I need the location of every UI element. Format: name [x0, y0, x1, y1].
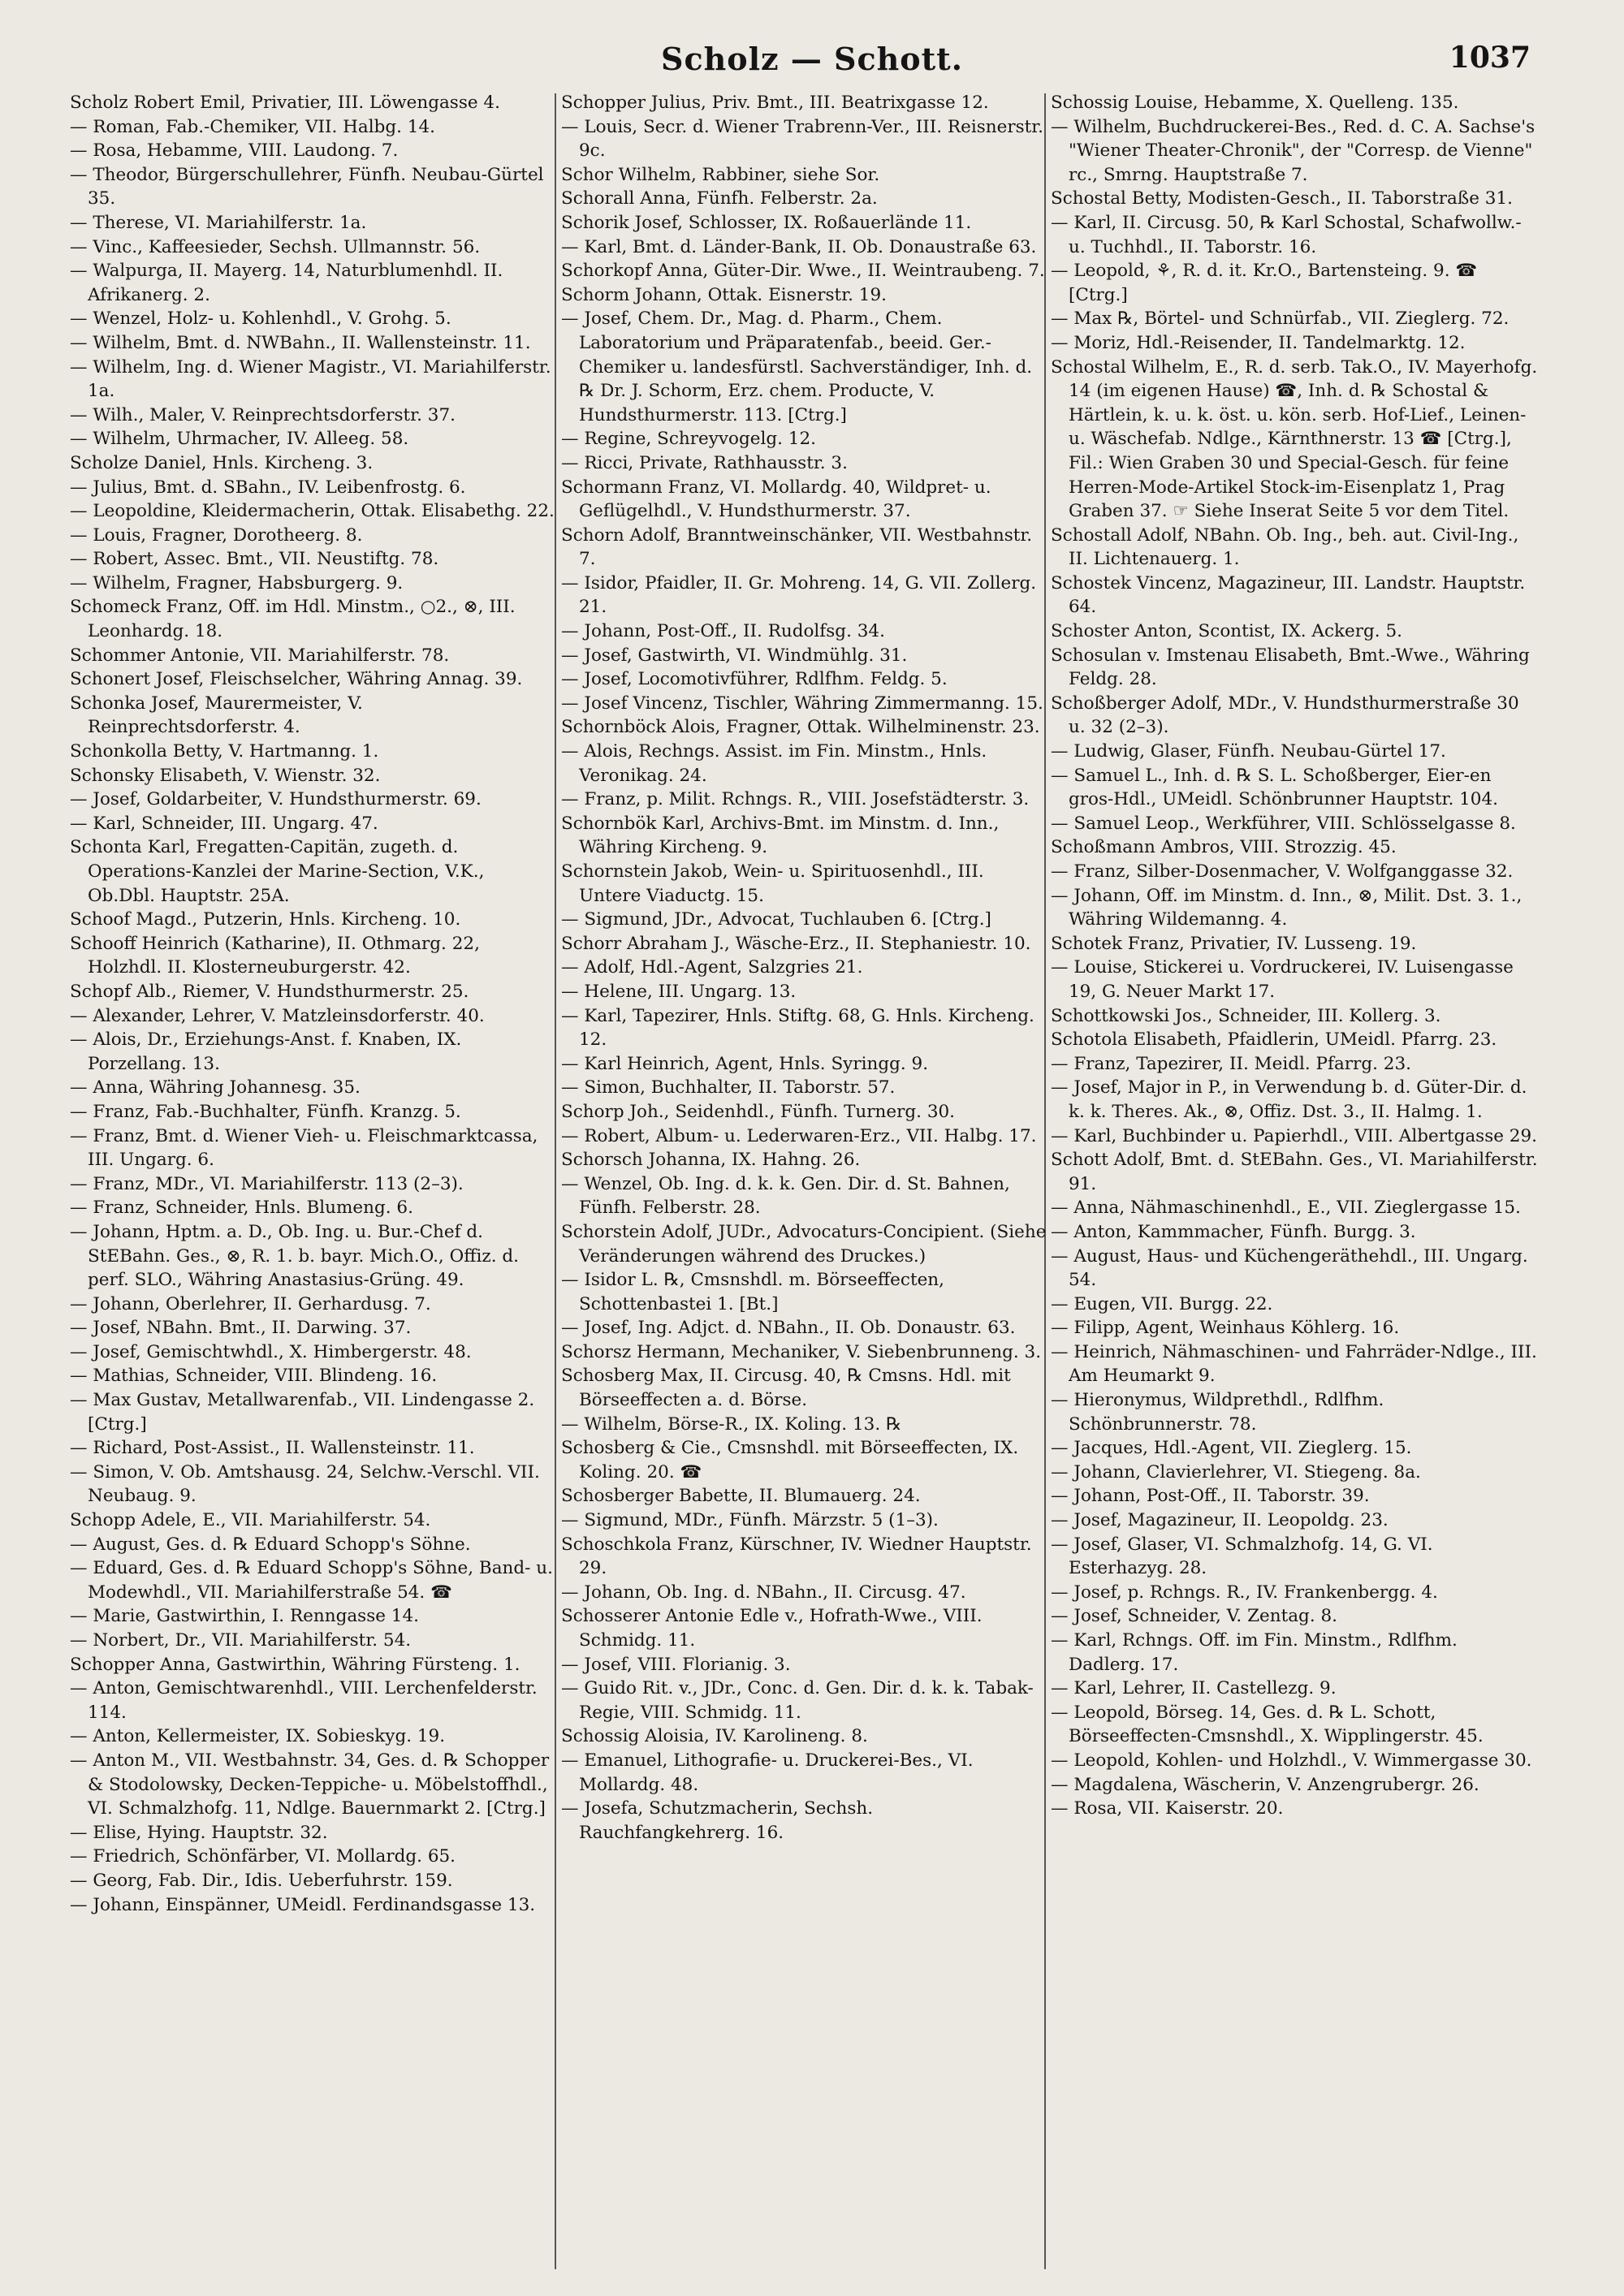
directory-entry: Schooff Heinrich (Katharine), II. Othmarg. 22, Holzhdl. II. Klosterneuburgerstr. 42.	[70, 933, 480, 978]
directory-entry: Schossig Louise, Hebamme, X. Quelleng. 135.	[1051, 93, 1459, 113]
directory-entry: — Therese, VI. Mariahilferstr. 1a.	[70, 212, 367, 233]
directory-entry: — Guido Rit. v., JDr., Conc. d. Gen. Dir. d. k. k. Tabak-Regie, VIII. Schmidg. 11.	[561, 1678, 1034, 1723]
directory-entry: — Walpurga, II. Mayerg. 14, Naturblumenhdl. II. Afrikanerg. 2.	[70, 261, 503, 305]
directory-entry: Schorstein Adolf, JUDr., Advocaturs-Concipient. (Siehe Veränderungen während des Druckes.)	[561, 1221, 1047, 1267]
directory-entry: — Adolf, Hdl.-Agent, Salzgries 21.	[561, 957, 863, 978]
directory-entry: — Josef, Chem. Dr., Mag. d. Pharm., Chem. Laboratorium und Präparatenfab., beeid. Ger.-Chemiker u. landesfürstl. Sachverständiger, Inh. d. ℞ Dr. J. Schorm, Erz. chem. Producte, V. Hundsthurmerstr. 113. [Ctrg.]	[561, 309, 1033, 425]
directory-entry: — Johann, Post-Off., II. Taborstr. 39.	[1051, 1486, 1370, 1507]
directory-entry: — Josef, Gastwirth, VI. Windmühlg. 31.	[561, 645, 908, 666]
directory-entry: — Wilh., Maler, V. Reinprechtsdorferstr. 37.	[70, 404, 456, 425]
directory-entry: — Wilhelm, Uhrmacher, IV. Alleeg. 58.	[70, 429, 409, 450]
directory-entry: — Simon, V. Ob. Amtshausg. 24, Selchw.-Verschl. VII. Neubaug. 9.	[70, 1461, 540, 1507]
directory-entry: Schotek Franz, Privatier, IV. Lusseng. 19.	[1051, 933, 1417, 954]
directory-entry: Schoof Magd., Putzerin, Hnls. Kircheng. 10.	[70, 909, 461, 930]
directory-entry: — Filipp, Agent, Weinhaus Köhlerg. 16.	[1051, 1318, 1400, 1339]
directory-entry: — Julius, Bmt. d. SBahn., IV. Leibenfrostg. 6.	[70, 477, 466, 498]
directory-entry: — Josef, Glaser, VI. Schmalzhofg. 14, G. VI. Esterhazyg. 28.	[1051, 1534, 1433, 1579]
directory-entry: Schostek Vincenz, Magazineur, III. Landstr. Hauptstr. 64.	[1051, 572, 1526, 618]
directory-entry: — Wilhelm, Buchdruckerei-Bes., Red. d. C. A. Sachse's "Wiener Theater-Chronik", der "Corresp. de Vienne" rc., Smrng. Hauptstraße 7.	[1051, 116, 1535, 185]
directory-entry: — Franz, MDr., VI. Mariahilferstr. 113 (2–3).	[70, 1173, 464, 1194]
directory-entry: — Sigmund, JDr., Advocat, Tuchlauben 6. [Ctrg.]	[561, 909, 991, 930]
directory-entry: — Richard, Post-Assist., II. Wallensteinstr. 11.	[70, 1438, 475, 1459]
directory-entry: Schommer Antonie, VII. Mariahilferstr. 78.	[70, 645, 450, 666]
directory-entry: — Josefa, Schutzmacherin, Sechsh. Rauchfangkehrerg. 16.	[561, 1798, 874, 1843]
directory-column-1	[70, 91, 557, 2283]
directory-entry: — Johann, Post-Off., II. Rudolfsg. 34.	[561, 621, 885, 642]
directory-entry: — Emanuel, Lithografie- u. Druckerei-Bes., VI. Mollardg. 48.	[561, 1750, 974, 1795]
directory-entry: — Georg, Fab. Dir., Idis. Ueberfuhrstr. 159.	[70, 1870, 453, 1891]
directory-entry: Schosulan v. Imstenau Elisabeth, Bmt.-Wwe., Währing Feldg. 28.	[1051, 645, 1530, 690]
directory-entry: Schosberger Babette, II. Blumauerg. 24.	[561, 1486, 921, 1507]
directory-entry: — Ludwig, Glaser, Fünfh. Neubau-Gürtel 17.	[1051, 741, 1446, 762]
directory-entry: — Simon, Buchhalter, II. Taborstr. 57.	[561, 1077, 896, 1098]
directory-entry: — Wilhelm, Fragner, Habsburgerg. 9.	[70, 572, 404, 593]
directory-entry: — Magdalena, Wäscherin, V. Anzengrubergr. 26.	[1051, 1774, 1479, 1795]
directory-entry: Schottkowski Jos., Schneider, III. Kollerg. 3.	[1051, 1005, 1441, 1026]
directory-entry: — Leopoldine, Kleidermacherin, Ottak. Elisabethg. 22.	[70, 501, 555, 522]
directory-entry: — Johann, Ob. Ing. d. NBahn., II. Circusg. 47.	[561, 1582, 966, 1603]
directory-entry: Scholze Daniel, Hnls. Kircheng. 3.	[70, 452, 374, 473]
directory-entry: Schor Wilhelm, Rabbiner, siehe Sor.	[561, 164, 880, 185]
directory-entry: Schopp Adele, E., VII. Mariahilferstr. 54.	[70, 1510, 431, 1531]
directory-entry: Schorr Abraham J., Wäsche-Erz., II. Stephaniestr. 10.	[561, 933, 1031, 954]
directory-entry: — Wilhelm, Ing. d. Wiener Magistr., VI. Mariahilferstr. 1a.	[70, 356, 551, 402]
directory-entry: Schonert Josef, Fleischselcher, Währing Annag. 39.	[70, 669, 523, 690]
directory-entry: Schorkopf Anna, Güter-Dir. Wwe., II. Weintraubeng. 7.	[561, 261, 1045, 282]
directory-entry: — Helene, III. Ungarg. 13.	[561, 981, 797, 1002]
directory-entry: Schosserer Antonie Edle v., Hofrath-Wwe., VIII. Schmidg. 11.	[561, 1606, 983, 1651]
directory-entry: — Hieronymus, Wildprethdl., Rdlfhm. Schönbrunnerstr. 78.	[1051, 1390, 1384, 1435]
directory-entry: — Leopold, ⚘, R. d. it. Kr.O., Bartensteing. 9. ☎ [Ctrg.]	[1051, 261, 1478, 305]
directory-entry: Schonsky Elisabeth, V. Wienstr. 32.	[70, 765, 381, 786]
directory-entry: Schoßberger Adolf, MDr., V. Hundsthurmerstraße 30 u. 32 (2–3).	[1051, 693, 1519, 738]
directory-entry: — Wenzel, Ob. Ing. d. k. k. Gen. Dir. d. St. Bahnen, Fünfh. Felberstr. 28.	[561, 1173, 1010, 1219]
directory-entry: Schostal Wilhelm, E., R. d. serb. Tak.O., IV. Mayerhofg. 14 (im eigenen Hause) ☎, Inh. d. ℞ Schostal & Härtlein, k. u. k. öst. u. kön. serb. Hof-Lief., Leinen- u. Wäschefab. Ndlge., Kärnthnerstr. 13 ☎ [Ctrg.], Fil.: Wien Graben 30 und Special-Gesch. für feine Herren-Mode-Artikel Stock-im-Eisenplatz 1, Prag Graben 37. ☞ Siehe Inserat Seite 5 vor dem Titel.	[1051, 356, 1538, 522]
directory-entry: — Isidor, Pfaidler, II. Gr. Mohreng. 14, G. VII. Zollerg. 21.	[561, 572, 1037, 618]
directory-entry: Schostall Adolf, NBahn. Ob. Ing., beh. aut. Civil-Ing., II. Lichtenauerg. 1.	[1051, 524, 1519, 570]
directory-entry: — Isidor L. ℞, Cmsnshdl. m. Börseeffecten, Schottenbastei 1. [Bt.]	[561, 1270, 944, 1314]
directory-entry: — Marie, Gastwirthin, I. Renngasse 14.	[70, 1606, 419, 1627]
directory-entry: — Max Gustav, Metallwarenfab., VII. Lindengasse 2. [Ctrg.]	[70, 1390, 535, 1435]
directory-entry: Schostal Betty, Modisten-Gesch., II. Taborstraße 31.	[1051, 188, 1513, 209]
directory-entry: — Leopold, Börseg. 14, Ges. d. ℞ L. Schott, Börseeffecten-Cmsnshdl., X. Wipplingerstr. 45.	[1051, 1702, 1484, 1747]
directory-entry: — Heinrich, Nähmaschinen- und Fahrräder-Ndlge., III. Am Heumarkt 9.	[1051, 1341, 1537, 1387]
directory-entry: — Josef, Magazineur, II. Leopoldg. 23.	[1051, 1510, 1389, 1531]
directory-entry: — Karl, Buchbinder u. Papierhdl., VIII. Albertgasse 29.	[1051, 1125, 1537, 1146]
directory-entry: Schornstein Jakob, Wein- u. Spirituosenhdl., III. Untere Viaductg. 15.	[561, 861, 984, 906]
directory-entry: — Franz, p. Milit. Rchngs. R., VIII. Josefstädterstr. 3.	[561, 789, 1030, 810]
directory-entry: — Josef, Schneider, V. Zentag. 8.	[1051, 1606, 1337, 1627]
directory-entry: — Johann, Clavierlehrer, VI. Stiegeng. 8a.	[1051, 1461, 1421, 1482]
directory-column-2	[561, 91, 1048, 2283]
directory-entry: Schorsch Johanna, IX. Hahng. 26.	[561, 1150, 861, 1171]
directory-entry: — Karl Heinrich, Agent, Hnls. Syringg. 9.	[561, 1053, 929, 1074]
directory-entry: — Karl, II. Circusg. 50, ℞ Karl Schostal, Schafwollw.- u. Tuchhdl., II. Taborstr. 16.	[1051, 212, 1522, 257]
directory-entry: — Josef, Ing. Adjct. d. NBahn., II. Ob. Donaustr. 63.	[561, 1318, 1016, 1339]
directory-entry: — Josef, Major in P., in Verwendung b. d. Güter-Dir. d. k. k. Theres. Ak., ⊗, Offiz. Dst. 3., II. Halmg. 1.	[1051, 1077, 1527, 1122]
directory-entry: — Johann, Hptm. a. D., Ob. Ing. u. Bur.-Chef d. StEBahn. Ges., ⊗, R. 1. b. bayr. Mich.O., Offiz. d. perf. SLO., Währing Anastasius-Grüng. 49.	[70, 1221, 519, 1291]
directory-entry: — Karl, Rchngs. Off. im Fin. Minstm., Rdlfhm. Dadlerg. 17.	[1051, 1630, 1458, 1675]
page-header	[0, 41, 1624, 89]
directory-entry: — Max ℞, Börtel- und Schnürfab., VII. Zieglerg. 72.	[1051, 309, 1510, 330]
directory-entry: — Anton M., VII. Westbahnstr. 34, Ges. d. ℞ Schopper & Stodolowsky, Decken-Teppiche- u. Möbelstoffhdl., VI. Schmalzhofg. 11, Ndlge. Bauernmarkt 2. [Ctrg.]	[70, 1750, 550, 1819]
directory-entry: — Anna, Währing Johannesg. 35.	[70, 1077, 361, 1098]
directory-entry: — Josef Vincenz, Tischler, Währing Zimmermanng. 15.	[561, 693, 1043, 714]
directory-entry: — Moriz, Hdl.-Reisender, II. Tandelmarktg. 12.	[1051, 332, 1466, 353]
directory-entry: Schott Adolf, Bmt. d. StEBahn. Ges., VI. Mariahilferstr. 91.	[1051, 1150, 1538, 1194]
directory-entry: Schosberg & Cie., Cmsnshdl. mit Börseeffecten, IX. Koling. 20. ☎	[561, 1438, 1019, 1482]
page-number: 1037	[1449, 41, 1531, 75]
directory-entry: — August, Haus- und Küchengeräthehdl., III. Ungarg. 54.	[1051, 1245, 1528, 1291]
directory-entry: — Leopold, Kohlen- und Holzhdl., V. Wimmergasse 30.	[1051, 1750, 1532, 1771]
directory-entry: Schosberg Max, II. Circusg. 40, ℞ Cmsns. Hdl. mit Börseeffecten a. d. Börse.	[561, 1366, 1011, 1411]
directory-entry: — Norbert, Dr., VII. Mariahilferstr. 54.	[70, 1630, 412, 1651]
directory-entry: Schopper Julius, Priv. Bmt., III. Beatrixgasse 12.	[561, 93, 989, 113]
directory-entry: — Franz, Silber-Dosenmacher, V. Wolfganggasse 32.	[1051, 861, 1514, 882]
directory-entry: Schorall Anna, Fünfh. Felberstr. 2a.	[561, 188, 878, 209]
directory-entry: — Sigmund, MDr., Fünfh. Märzstr. 5 (1–3).	[561, 1510, 939, 1531]
directory-entry: — Josef, p. Rchngs. R., IV. Frankenbergg. 4.	[1051, 1582, 1438, 1603]
directory-entry: Schopf Alb., Riemer, V. Hundsthurmerstr. 25.	[70, 981, 469, 1002]
directory-entry: — Louis, Secr. d. Wiener Trabrenn-Ver., III. Reisnerstr. 9c.	[561, 116, 1044, 162]
directory-entry: — Jacques, Hdl.-Agent, VII. Zieglerg. 15.	[1051, 1438, 1412, 1459]
directory-entry: — August, Ges. d. ℞ Eduard Schopp's Söhne.	[70, 1534, 471, 1555]
directory-entry: Schorik Josef, Schlosser, IX. Roßauerlände 11.	[561, 212, 972, 233]
directory-entry: Schoschkola Franz, Kürschner, IV. Wiedner Hauptstr. 29.	[561, 1534, 1032, 1579]
directory-entry: — Johann, Off. im Minstm. d. Inn., ⊗, Milit. Dst. 3. 1., Währing Wildemanng. 4.	[1051, 885, 1522, 930]
directory-entry: — Robert, Assec. Bmt., VII. Neustiftg. 78.	[70, 549, 439, 570]
directory-entry: — Karl, Tapezirer, Hnls. Stiftg. 68, G. Hnls. Kircheng. 12.	[561, 1005, 1034, 1051]
directory-entry: — Josef, VIII. Florianig. 3.	[561, 1654, 791, 1675]
directory-entry: — Johann, Oberlehrer, II. Gerhardusg. 7.	[70, 1293, 431, 1314]
directory-entry: — Rosa, Hebamme, VIII. Laudong. 7.	[70, 140, 399, 162]
page-title: Scholz — Schott.	[661, 41, 963, 77]
directory-entry: — Josef, Gemischtwhdl., X. Himbergerstr. 48.	[70, 1341, 472, 1362]
directory-entry: — Karl, Schneider, III. Ungarg. 47.	[70, 813, 378, 834]
directory-column-3	[1051, 91, 1538, 2283]
directory-entry: Schossig Aloisia, IV. Karolineng. 8.	[561, 1726, 868, 1747]
directory-entry: — Wenzel, Holz- u. Kohlenhdl., V. Grohg. 5.	[70, 309, 451, 330]
directory-entry: — Theodor, Bürgerschullehrer, Fünfh. Neubau-Gürtel 35.	[70, 164, 544, 209]
directory-entry: — Franz, Tapezirer, II. Meidl. Pfarrg. 23.	[1051, 1053, 1411, 1074]
directory-entry: — Friedrich, Schönfärber, VI. Mollardg. 65.	[70, 1846, 456, 1867]
directory-entry: — Anna, Nähmaschinenhdl., E., VII. Zieglergasse 15.	[1051, 1198, 1521, 1219]
directory-entry: Schoßmann Ambros, VIII. Strozzig. 45.	[1051, 837, 1397, 858]
directory-entry: — Wilhelm, Bmt. d. NWBahn., II. Wallensteinstr. 11.	[70, 332, 531, 353]
directory-entry: — Josef, NBahn. Bmt., II. Darwing. 37.	[70, 1318, 412, 1339]
directory-entry: Schopper Anna, Gastwirthin, Währing Fürsteng. 1.	[70, 1654, 520, 1675]
directory-entry: Schonkolla Betty, V. Hartmanng. 1.	[70, 741, 379, 762]
directory-entry: Schorn Adolf, Branntweinschänker, VII. Westbahnstr. 7.	[561, 524, 1033, 570]
directory-entry: Schonta Karl, Fregatten-Capitän, zugeth. d. Operations-Kanzlei der Marine-Section, V.K., Ob.Dbl. Hauptstr. 25A.	[70, 837, 485, 906]
directory-entry: — Anton, Kammmacher, Fünfh. Burgg. 3.	[1051, 1221, 1416, 1242]
directory-entry: — Alois, Dr., Erziehungs-Anst. f. Knaben, IX. Porzellang. 13.	[70, 1029, 462, 1074]
directory-entry: — Franz, Schneider, Hnls. Blumeng. 6.	[70, 1198, 413, 1219]
directory-entry: — Anton, Kellermeister, IX. Sobieskyg. 19.	[70, 1726, 446, 1747]
directory-entry: — Vinc., Kaffeesieder, Sechsh. Ullmannstr. 56.	[70, 236, 481, 257]
directory-entry: — Louis, Fragner, Dorotheerg. 8.	[70, 524, 363, 546]
directory-entry: Schorp Joh., Seidenhdl., Fünfh. Turnerg. 30.	[561, 1101, 956, 1122]
directory-entry: Schoster Anton, Scontist, IX. Ackerg. 5.	[1051, 621, 1402, 642]
directory-entry: — Josef, Locomotivführer, Rdlfhm. Feldg. 5.	[561, 669, 948, 690]
directory-entry: Schormann Franz, VI. Mollardg. 40, Wildpret- u. Geflügelhdl., V. Hundsthurmerstr. 37.	[561, 477, 991, 522]
directory-entry: — Samuel L., Inh. d. ℞ S. L. Schoßberger, Eier-en gros-Hdl., UMeidl. Schönbrunner Hauptstr. 104.	[1051, 765, 1498, 810]
directory-entry: — Anton, Gemischtwarenhdl., VIII. Lerchenfelderstr. 114.	[70, 1678, 538, 1723]
directory-entry: — Karl, Bmt. d. Länder-Bank, II. Ob. Donaustraße 63.	[561, 236, 1037, 257]
directory-entry: — Alexander, Lehrer, V. Matzleinsdorferstr. 40.	[70, 1005, 485, 1026]
directory-entry: — Karl, Lehrer, II. Castellezg. 9.	[1051, 1678, 1337, 1699]
directory-entry: — Wilhelm, Börse-R., IX. Koling. 13. ℞	[561, 1413, 902, 1435]
directory-entry: — Rosa, VII. Kaiserstr. 20.	[1051, 1798, 1284, 1819]
directory-entry: — Eugen, VII. Burgg. 22.	[1051, 1293, 1273, 1314]
directory-entry: — Regine, Schreyvogelg. 12.	[561, 429, 816, 450]
directory-entry: Schorm Johann, Ottak. Eisnerstr. 19.	[561, 284, 887, 305]
directory-entry: — Alois, Rechngs. Assist. im Fin. Minstm., Hnls. Veronikag. 24.	[561, 741, 987, 786]
directory-entry: Schornböck Alois, Fragner, Ottak. Wilhelminenstr. 23.	[561, 717, 1040, 738]
directory-entry: Schorsz Hermann, Mechaniker, V. Siebenbrunneng. 3.	[561, 1341, 1042, 1362]
directory-entry: Schornbök Karl, Archivs-Bmt. im Minstm. d. Inn., Währing Kircheng. 9.	[561, 813, 1000, 858]
directory-entry: — Louise, Stickerei u. Vordruckerei, IV. Luisengasse 19, G. Neuer Markt 17.	[1051, 957, 1514, 1002]
directory-entry: — Robert, Album- u. Lederwaren-Erz., VII. Halbg. 17.	[561, 1125, 1037, 1146]
directory-entry: Schonka Josef, Maurermeister, V. Reinprechtsdorferstr. 4.	[70, 693, 363, 738]
directory-entry: — Samuel Leop., Werkführer, VIII. Schlösselgasse 8.	[1051, 813, 1516, 834]
directory-entry: Scholz Robert Emil, Privatier, III. Löwengasse 4.	[70, 93, 500, 113]
directory-entry: — Josef, Goldarbeiter, V. Hundsthurmerstr. 69.	[70, 789, 482, 810]
directory-entry: — Roman, Fab.-Chemiker, VII. Halbg. 14.	[70, 116, 435, 137]
directory-entry: Schotola Elisabeth, Pfaidlerin, UMeidl. Pfarrg. 23.	[1051, 1029, 1497, 1051]
directory-entry: — Mathias, Schneider, VIII. Blindeng. 16.	[70, 1366, 438, 1387]
directory-entry: — Franz, Bmt. d. Wiener Vieh- u. Fleischmarktcassa, III. Ungarg. 6.	[70, 1125, 538, 1171]
directory-entry: — Franz, Fab.-Buchhalter, Fünfh. Kranzg. 5.	[70, 1101, 461, 1122]
directory-entry: — Elise, Hying. Hauptstr. 32.	[70, 1822, 328, 1843]
directory-entry: — Ricci, Private, Rathhausstr. 3.	[561, 452, 848, 473]
directory-entry: Schomeck Franz, Off. im Hdl. Minstm., ○2., ⊗, III. Leonhardg. 18.	[70, 597, 516, 642]
directory-entry: — Eduard, Ges. d. ℞ Eduard Schopp's Söhne, Band- u. Modewhdl., VII. Mariahilferstraße 54. ☎	[70, 1558, 553, 1603]
directory-entry: — Johann, Einspänner, UMeidl. Ferdinandsgasse 13.	[70, 1894, 536, 1915]
